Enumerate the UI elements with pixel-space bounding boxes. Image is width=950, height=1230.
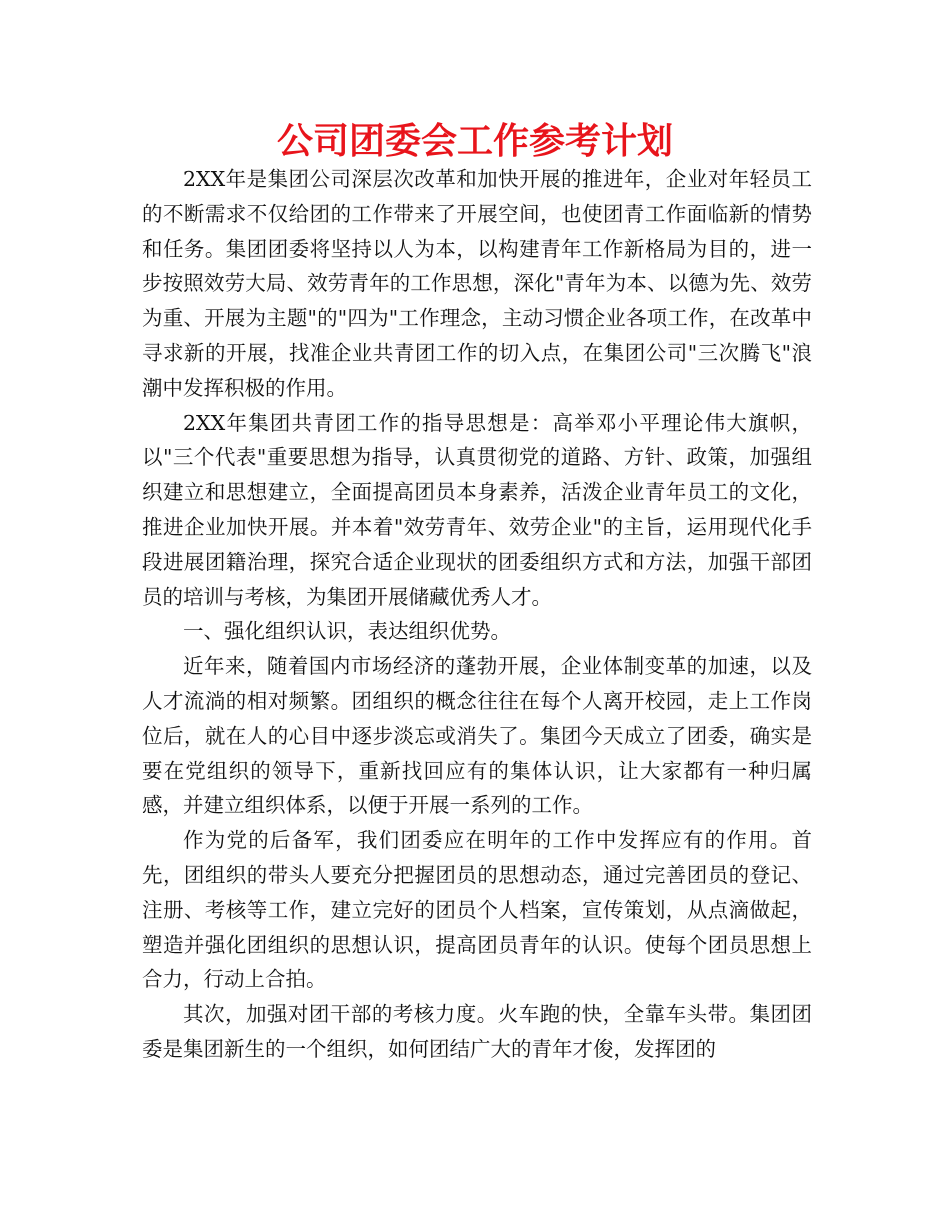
paragraph-first: 作为党的后备军，我们团委应在明年的工作中发挥应有的作用。首先，团组织的带头人要充分把握团员的思想动态，通过完善团员的登记、注册、考核等工作，建立完好的团员个人档案，宣传策划，从点滴做起，塑造并强化团组织的思想认识，提高团员青年的认识。使每个团员思想上合力，行动上合拍。: [142, 828, 812, 992]
paragraph-second: 其次，加强对团干部的考核力度。火车跑的快，全靠车头带。集团团委是集团新生的一个组织，如何团结广大的青年才俊，发挥团的: [142, 1002, 812, 1061]
paragraph-guiding-thought: 2XX年集团共青团工作的指导思想是：高举邓小平理论伟大旗帜，以"三个代表"重要思想为指导，认真贯彻党的道路、方针、政策，加强组织建立和思想建立，全面提高团员本身素养，活泼企业青年员工的文化，推进企业加快开展。并本着"效劳青年、效劳企业"的主旨，运用现代化手段进展团籍治理，探究合适企业现状的团委组织方式和方法，加强干部团员的培训与考核，为集团开展储藏优秀人才。: [142, 410, 812, 609]
document-body: [142, 162, 812, 1067]
document-title: 公司团委会工作参考计划: [276, 121, 673, 162]
paragraph-intro: 2XX年是集团公司深层次改革和加快开展的推进年，企业对年轻员工的不断需求不仅给团的工作带来了开展空间，也使团青工作面临新的情势和任务。集团团委将坚持以人为本，以构建青年工作新格局为目的，进一步按照效劳大局、效劳青年的工作思想，深化"青年为本、以德为先、效劳为重、开展为主题"的"四为"工作理念，主动习惯企业各项工作，在改革中寻求新的开展，找准企业共青团工作的切入点，在集团公司"三次腾飞"浪潮中发挥积极的作用。: [142, 167, 812, 400]
section-heading-1: 一、强化组织认识，表达组织优势。: [183, 619, 511, 644]
paragraph-background: 近年来，随着国内市场经济的蓬勃开展，企业体制变革的加速，以及人才流淌的相对频繁。团组织的概念往往在每个人离开校园，走上工作岗位后，就在人的心目中逐步淡忘或消失了。集团今天成立了团委，确实是要在党组织的领导下，重新找回应有的集体认识，让大家都有一种归属感，并建立组织体系，以便于开展一系列的工作。: [142, 654, 812, 818]
